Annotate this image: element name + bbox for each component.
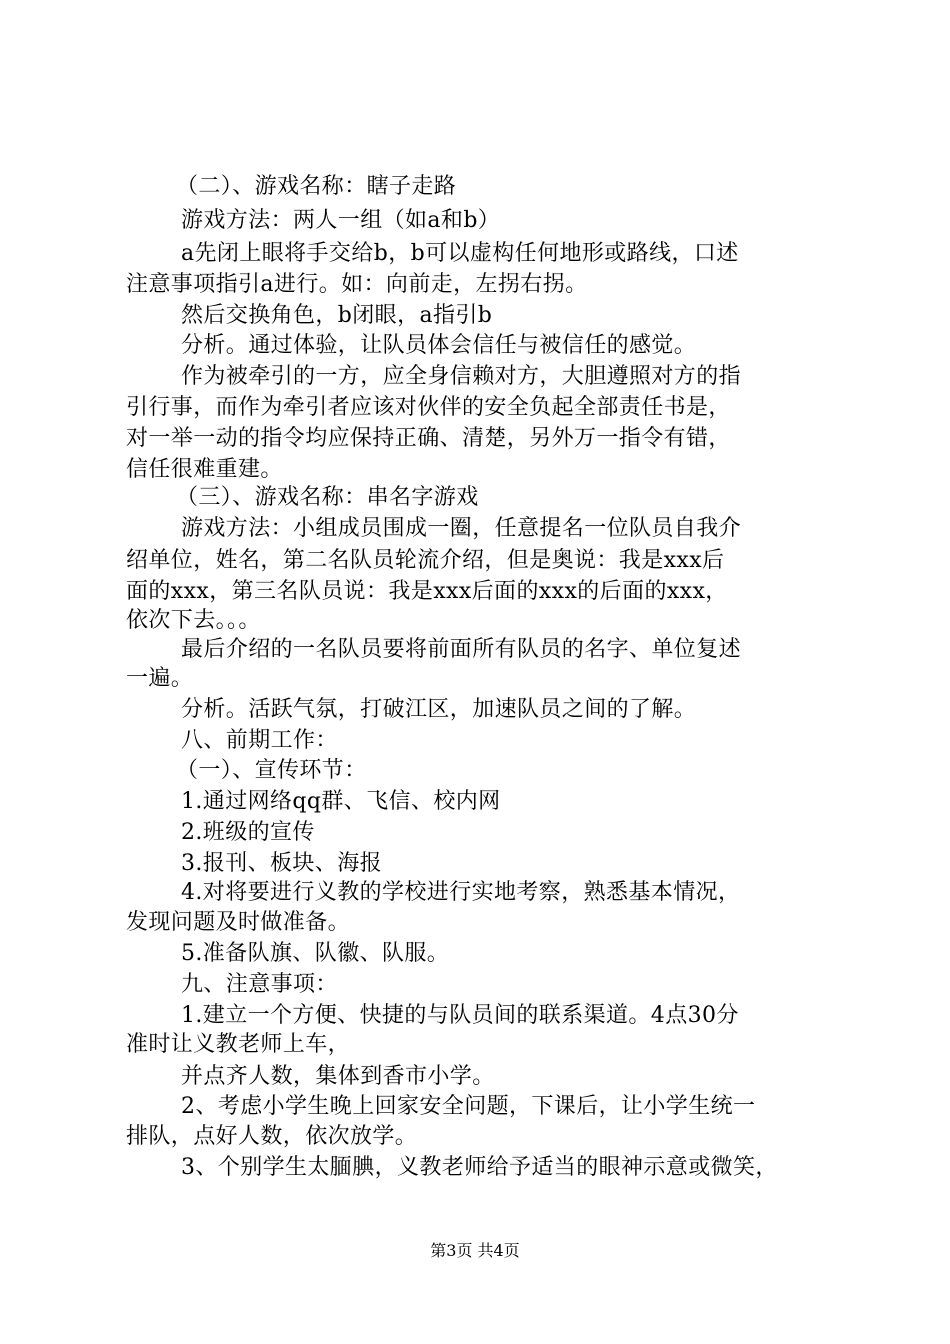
text-line: （二）、游戏名称：瞎子走路 [176,174,457,199]
text-line: 最后介绍的一名队员要将前面所有队员的名字、单位复述 [181,637,742,662]
text-line: 注意事项指引a进行。如：向前走，左拐右拐。 [126,272,588,297]
text-line: 3.报刊、板块、海报 [181,851,382,876]
text-line: 2.班级的宣传 [181,820,315,845]
text-line: 信任很难重建。 [126,457,283,482]
text-line: 对一举一动的指令均应保持正确、清楚，另外万一指令有错， [126,426,731,451]
text-line: 2、考虑小学生晚上回家安全问题，下课后，让小学生统一 [181,1094,756,1119]
text-line: 分析。通过体验，让队员体会信任与被信任的感觉。 [181,333,697,358]
text-line: 3、个别学生太腼腆，义教老师给予适当的眼神示意或微笑， [181,1155,778,1180]
text-line: 分析。活跃气氛，打破江区，加速队员之间的了解。 [181,697,697,722]
text-line: 绍单位，姓名，第二名队员轮流介绍，但是奥说：我是xxx后 [126,548,725,573]
text-line: 然后交换角色，b闭眼，a指引b [181,303,493,328]
text-line: 一遍。 [126,666,194,691]
text-line: 5.准备队旗、队徽、队服。 [181,941,450,966]
text-line: 排队，点好人数，依次放学。 [126,1124,418,1149]
text-line: 发现问题及时做准备。 [126,910,351,935]
page-number: 第3页 共4页 [430,1241,520,1260]
text-line: 准时让义教老师上车， [126,1032,351,1057]
text-line: 4.对将要进行义教的学校进行实地考察，熟悉基本情况， [181,880,741,905]
text-line: 九、注意事项： [181,972,338,997]
text-line: 作为被牵引的一方，应全身信赖对方，大胆遵照对方的指 [181,364,742,389]
text-line: 游戏方法：两人一组（如a和b） [181,208,501,233]
text-line: 引行事，而作为牵引者应该对伙伴的安全负起全部责任书是， [126,395,731,420]
text-line: 面的xxx，第三名队员说：我是xxx后面的xxx的后面的xxx， [126,579,728,604]
text-line: 1.建立一个方便、快捷的与队员间的联系渠道。4点30分 [181,1003,739,1028]
text-line: （一）、宣传环节： [176,758,367,783]
text-line: （三）、游戏名称：串名字游戏 [176,485,479,510]
text-line: 并点齐人数，集体到香市小学。 [181,1064,495,1089]
text-line: 1.通过网络qq群、飞信、校内网 [181,789,501,814]
text-line: 八、前期工作： [181,728,338,753]
text-line: 游戏方法：小组成员围成一圈，任意提名一位队员自我介 [181,516,742,541]
text-line: 依次下去。。。 [126,608,261,633]
text-line: a先闭上眼将手交给b，b可以虚构任何地形或路线，口述 [181,241,739,266]
